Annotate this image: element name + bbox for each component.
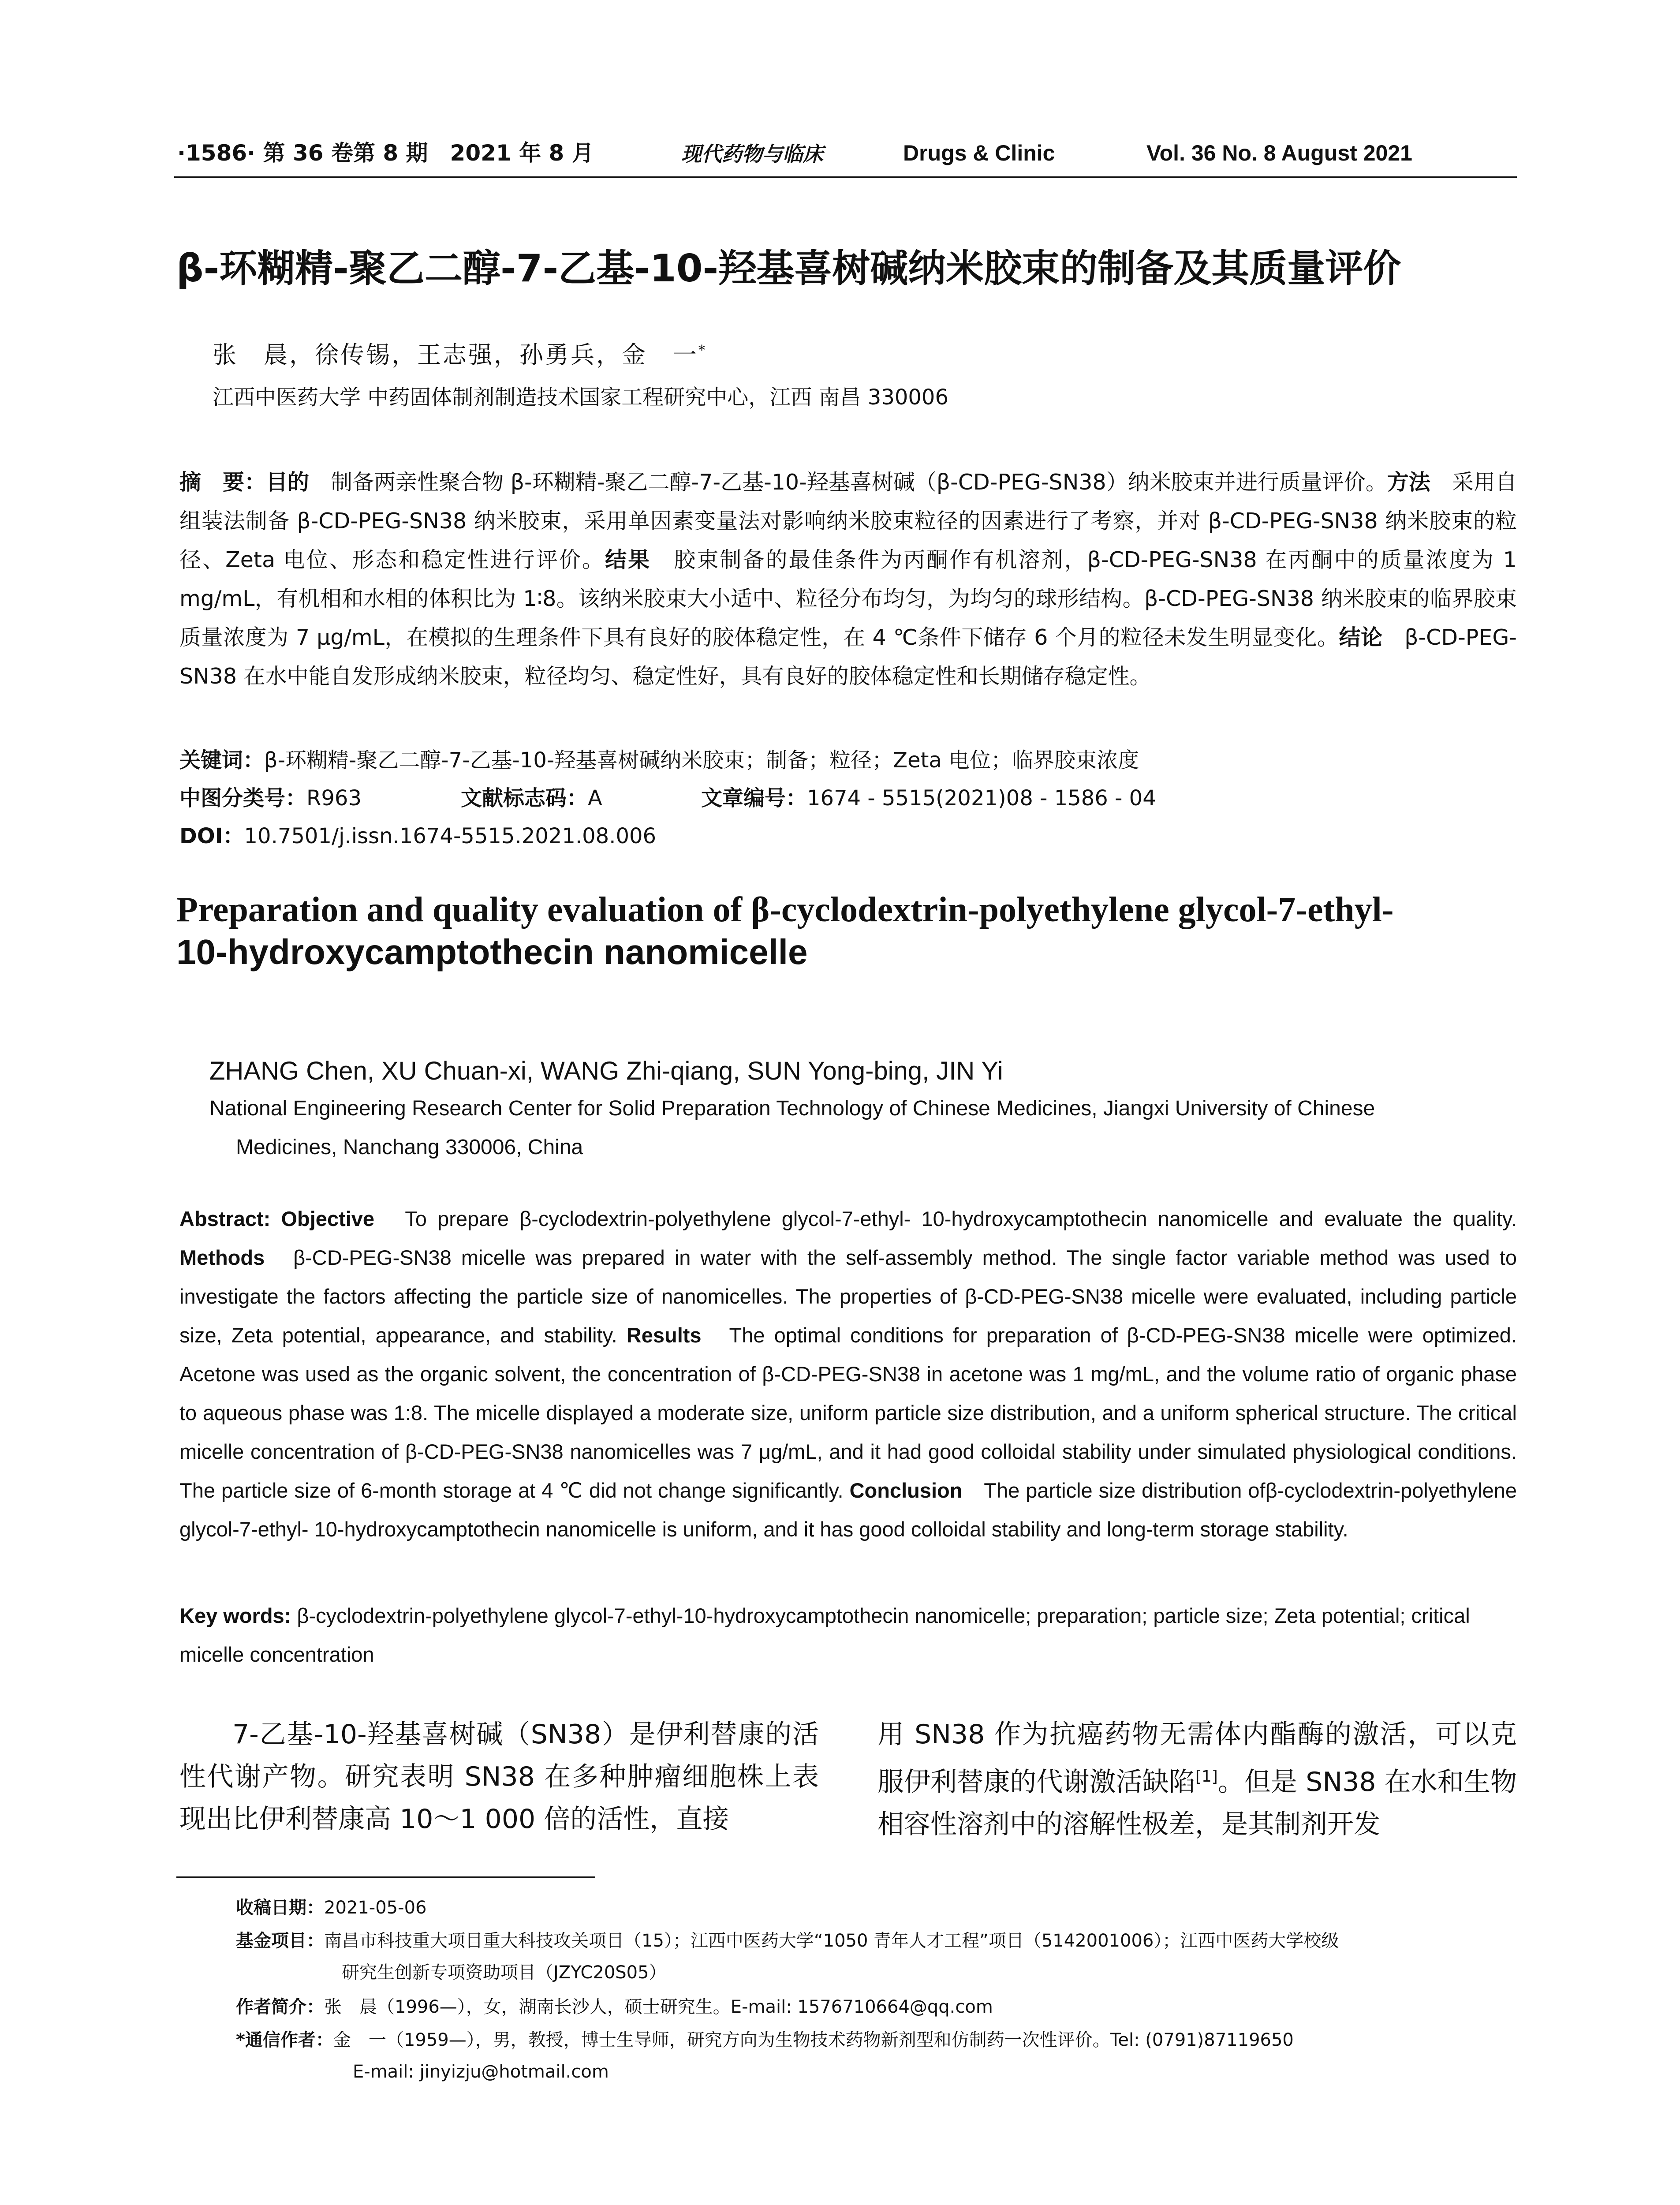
doc-value: A (588, 786, 602, 811)
header-volume-en: Vol. 36 No. 8 August 2021 (1146, 141, 1412, 165)
footnote-rule (176, 1876, 595, 1878)
received-label: 收稿日期： (236, 1898, 324, 1918)
methods-en: β-CD-PEG-SN38 micelle was prepared in water with the self-assembly method. The single factor variable method was used to investigate the factors affecting the particle size of nanomicelles. The properties of β-CD-PEG-SN38 micelle were evaluated, including particle size, Zeta potential, appearance, and stability. (179, 1246, 1517, 1347)
keywords-en-label: Key words: (179, 1604, 297, 1627)
corr-label: *通信作者： (236, 2030, 333, 2050)
header-rule (174, 176, 1517, 178)
clc-label: 中图分类号： (179, 786, 307, 811)
title-en (176, 889, 1526, 973)
keywords-zh-label: 关键词： (179, 748, 265, 773)
method-zh-label: 方法 (1387, 470, 1430, 495)
title-zh: β-环糊精-聚乙二醇-7-乙基-10-羟基喜树碱纳米胶束的制备及其质量评价 (176, 247, 1401, 291)
doi (179, 826, 656, 847)
results-en: The optimal conditions for preparation of β-CD-PEG-SN38 micelle were optimized. Acetone was used as the organic solvent, the concentration of β-CD-PEG-SN38 in acetone was 1 mg/mL, and the volume ratio of organic phase to aqueous phase was 1:8. The micelle displayed a moderate size, uniform particle size distribution, and a uniform spherical structure. The critical micelle concentration of β-CD-PEG-SN38 nanomicelles was 7 μg/mL, and it had good colloidal stability under simulated physiological conditions. The particle size of 6-month storage at 4 ℃ did not change significantly. (179, 1323, 1517, 1502)
conclusion-en-label: Conclusion (849, 1479, 963, 1502)
footnote-corresponding (236, 2024, 1294, 2056)
clc-number (179, 788, 362, 809)
doc-code (461, 788, 602, 809)
authors-zh-names: 张 晨，徐传锡，王志强，孙勇兵，金 一 (213, 341, 698, 369)
corr-line1: 金 一（1959—），男，教授，博士生导师，研究方向为生物技术药物新剂型和仿制药一次性评价。Tel: (0791)87119650 (333, 2030, 1294, 2050)
keywords-en-text: β-cyclodextrin-polyethylene glycol-7-ethyl-10-hydroxycamptothecin nanomicelle; preparation; particle size; Zeta potential; critical micelle concentration (179, 1604, 1470, 1666)
result-zh: 胶束制备的最佳条件为丙酮作有机溶剂，β-CD-PEG-SN38 在丙酮中的质量浓度为 1 mg/mL，有机相和水相的体积比为 1∶8。该纳米胶束大小适中、粒径分布均匀，为均匀的球形结构。β-CD-PEG-SN38 纳米胶束的临界胶束质量浓度为 7 μg/mL，在模拟的生理条件下具有良好的胶体稳定性，在 4 ℃条件下储存 6 个月的粒径未发生明显变化。 (179, 547, 1517, 650)
keywords-zh (179, 750, 1139, 771)
doi-value: 10.7501/j.issn.1674-5515.2021.08.006 (244, 824, 657, 848)
fund-line1: 南昌市科技重大项目重大科技攻关项目（15）；江西中医药大学“1050 青年人才工程”项目（5142001006）；江西中医药大学校级 (324, 1931, 1339, 1951)
article-label: 文章编号： (701, 786, 807, 811)
objective-zh: 制备两亲性聚合物 β-环糊精-聚乙二醇-7-乙基-10-羟基喜树碱（β-CD-PEG-SN38）纳米胶束并进行质量评价。 (309, 470, 1387, 495)
method-zh: 采用自组装法制备 β-CD-PEG-SN38 纳米胶束，采用单因素变量法对影响纳米胶束粒径的因素进行了考察，并对 β-CD-PEG-SN38 纳米胶束的粒径、Zeta 电位、形态和稳定性进行评价。 (179, 470, 1517, 572)
abstract-en-label: Abstract: (179, 1207, 281, 1230)
header-journal-zh: 现代药物与临床 (681, 142, 823, 166)
keywords-en (179, 1596, 1517, 1674)
body-right-part2: 。但是 SN38 在水和生物相容性溶剂中的溶解性极差，是其制剂开发 (877, 1767, 1517, 1840)
methods-en-label: Methods (179, 1246, 265, 1269)
keywords-zh-text: β-环糊精-聚乙二醇-7-乙基-10-羟基喜树碱纳米胶束；制备；粒径；Zeta 电位；临界胶束浓度 (264, 748, 1139, 773)
citation-ref[interactable]: [1] (1195, 1768, 1218, 1786)
footnote-author (236, 1991, 993, 2023)
body-left-column: 7-乙基-10-羟基喜树碱（SN38）是伊利替康的活性代谢产物。研究表明 SN38 在多种肿瘤细胞株上表现出比伊利替康高 10～1 000 倍的活性，直接 (179, 1719, 819, 1835)
fund-label: 基金项目： (236, 1931, 324, 1951)
article-number (701, 788, 1156, 809)
conclusion-en: The particle size distribution ofβ-cyclodextrin-polyethylene glycol-7-ethyl- 10-hydroxycamptothecin nanomicelle is uniform, and it has good colloidal stability and long-term storage stability. (179, 1479, 1517, 1541)
affiliation-en-line2: Medicines, Nanchang 330006, China (236, 1136, 583, 1159)
fund-line2: 研究生创新专项资助项目（JZYC20S05） (342, 1962, 667, 1983)
conclusion-zh: β-CD-PEG-SN38 在水中能自发形成纳米胶束，粒径均匀、稳定性好，具有良好的胶体稳定性和长期储存稳定性。 (179, 625, 1517, 689)
abstract-en (179, 1200, 1517, 1549)
doc-label: 文献标志码： (461, 786, 588, 811)
result-zh-label: 结果 (605, 547, 651, 572)
article-value: 1674 - 5515(2021)08 - 1586 - 04 (807, 786, 1156, 811)
objective-en: To prepare β-cyclodextrin-polyethylene glycol-7-ethyl- 10-hydroxycamptothecin nanomicelle and evaluate the quality. (374, 1207, 1517, 1230)
objective-zh-label: 目的 (266, 470, 310, 495)
title-en-line1: Preparation and quality evaluation of β-cyclodextrin-polyethylene glycol-7-ethyl- (176, 890, 1394, 929)
author-info: 张 晨（1996—），女，湖南长沙人，硕士研究生。E-mail: 1576710664@qq.com (324, 1997, 993, 2017)
footnote-fund (236, 1925, 1339, 1957)
authors-en: ZHANG Chen, XU Chuan-xi, WANG Zhi-qiang, SUN Yong-bing, JIN Yi (209, 1057, 1003, 1085)
corresponding-mark: * (698, 343, 707, 358)
footnote-received (236, 1892, 426, 1924)
abstract-zh-label: 摘 要： (179, 470, 266, 495)
header-page-issue: ·1586· 第 36 卷第 8 期 2021 年 8 月 (177, 140, 594, 166)
header-journal-en: Drugs & Clinic (903, 141, 1055, 165)
results-en-label: Results (626, 1323, 702, 1347)
objective-en-label: Objective (281, 1207, 375, 1230)
corr-line2: E-mail: jinyizju@hotmail.com (353, 2062, 609, 2082)
conclusion-zh-label: 结论 (1339, 625, 1383, 650)
affiliation-en (209, 1089, 1519, 1167)
clc-value: R963 (306, 786, 362, 811)
body-right-column (877, 1713, 1517, 1846)
affiliation-en-line1: National Engineering Research Center for Solid Preparation Technology of Chinese Medicines, Jiangxi University of Chinese (209, 1097, 1375, 1120)
doi-label: DOI： (179, 824, 244, 848)
body-right-part1: 用 SN38 作为抗癌药物无需体内酯酶的激活，可以克服伊利替康的代谢激活缺陷 (877, 1719, 1517, 1798)
author-label: 作者简介： (236, 1997, 324, 2017)
authors-zh (213, 336, 707, 370)
affiliation-zh: 江西中医药大学 中药固体制剂制造技术国家工程研究中心，江西 南昌 330006 (213, 385, 949, 410)
abstract-zh (179, 463, 1517, 696)
received-date: 2021-05-06 (324, 1898, 427, 1918)
title-en-line2: 10-hydroxycamptothecin nanomicelle (176, 932, 808, 972)
